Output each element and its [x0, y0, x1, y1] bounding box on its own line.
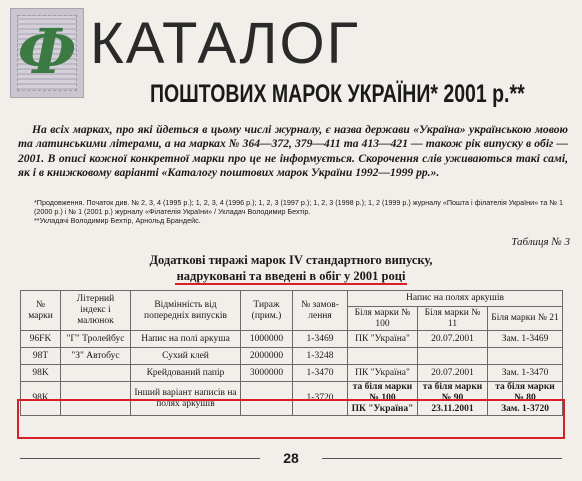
cell-number: 96FK	[21, 331, 61, 348]
table-row	[21, 331, 563, 348]
table-caption-line1: Додаткові тиражі марок IV стандартного випуску,	[149, 253, 433, 267]
cell-print: 3000000	[241, 365, 293, 382]
table-row	[21, 382, 563, 416]
cell-near21: Зам. 1-3470	[488, 365, 563, 382]
cell-order: 1-3470	[293, 365, 348, 382]
table-label: Таблиця № 3	[511, 236, 570, 248]
cell-order: 1-3469	[293, 331, 348, 348]
logo-letter: Ф	[17, 15, 77, 88]
page-title: КАТАЛОГ	[90, 11, 360, 76]
cell-order: 1-3248	[293, 348, 348, 365]
cell-near11	[418, 348, 488, 365]
footnotes	[34, 198, 574, 225]
cell-near100: та біля марки № 100 ПК "Україна"	[348, 382, 418, 416]
cell-near11: 20.07.2001	[418, 365, 488, 382]
footnote-2: **Укладачі Володимир Бехтір, Арнольд Брандейс.	[34, 216, 201, 225]
header-near11: Біля марки № 11	[418, 307, 488, 331]
header-order: № замов-лення	[293, 291, 348, 331]
cell-number: 98K	[21, 382, 61, 416]
cell-near100: ПК "Україна"	[348, 331, 418, 348]
cell-number: 98T	[21, 348, 61, 365]
cell-letter: "Г" Тролейбус	[61, 331, 131, 348]
cell-near21: та біля марки № 80 Зам. 1-3720	[488, 382, 563, 416]
cell-near11: 20.07.2001	[418, 331, 488, 348]
cell-print: 2000000	[241, 348, 293, 365]
header-margin-group: Напис на полях аркушів	[348, 291, 563, 307]
page-number: 28	[283, 450, 299, 466]
header-diff: Відмінність від попередніх випусків	[131, 291, 241, 331]
table-caption-line2	[0, 268, 582, 284]
cell-letter	[61, 382, 131, 416]
cell-number: 98K	[21, 365, 61, 382]
cell-letter: "З" Автобус	[61, 348, 131, 365]
header-letter: Літерний індекс і малюнок	[61, 291, 131, 331]
cell-near100	[348, 348, 418, 365]
cell-diff: Інший варіант написів на полях аркушів	[131, 382, 241, 416]
cell-diff: Сухий клей	[131, 348, 241, 365]
cell-near21	[488, 348, 563, 365]
header-near100: Біля марки № 100	[348, 307, 418, 331]
header-print: Тираж (прим.)	[241, 291, 293, 331]
cell-near100: ПК "Україна"	[348, 365, 418, 382]
intro-paragraph: На всіх марках, про які йдеться в цьому числі журналу, є назва держави «Україна» українською мовою та латинськими літерами, а на марках № 364—372, 379—411 та 413—421 — також рік випуску в обіг — 2001. В описі кожної конкретної марки про це не інформується. Скорочення слів уживаються такі самі, як і в книжковому варіанті «Каталогу поштових марок України 1992—1999 рр.».	[18, 123, 568, 180]
cell-near21: Зам. 1-3469	[488, 331, 563, 348]
cell-print: 1000000	[241, 331, 293, 348]
cell-letter	[61, 365, 131, 382]
header-number: № марки	[21, 291, 61, 331]
table-row	[21, 365, 563, 382]
table-caption-underlined: надруковані та введені в обіг у 2001 році	[176, 269, 406, 283]
cell-diff: Напис на полі аркуша	[131, 331, 241, 348]
cell-near11: та біля марки № 90 23.11.2001	[418, 382, 488, 416]
page-subtitle: ПОШТОВИХ МАРОК УКРАЇНИ* 2001 р.**	[150, 80, 525, 108]
cell-order: 1-3720	[293, 382, 348, 416]
stamps-table	[20, 290, 563, 416]
table-row	[21, 348, 563, 365]
header-near21: Біля марки № 21	[488, 307, 563, 331]
cell-diff: Крейдований папір	[131, 365, 241, 382]
footnote-1: *Продовження. Початок див. № 2, 3, 4 (1995 р.); 1, 2, 3, 4 (1996 р.); 1, 2, 3 (1997 р.); 1, 2, 3 (1998 р.); 1, 2 (1999 р.) журналу «Пошта і філателія України» та № 1 (2000 р.) і № 1 (2001 р.) журналу «Філателія України» / Укладач Володимир Бехтір.	[34, 198, 564, 216]
table-header-row	[21, 291, 563, 307]
cell-print	[241, 382, 293, 416]
catalog-logo	[10, 8, 84, 98]
